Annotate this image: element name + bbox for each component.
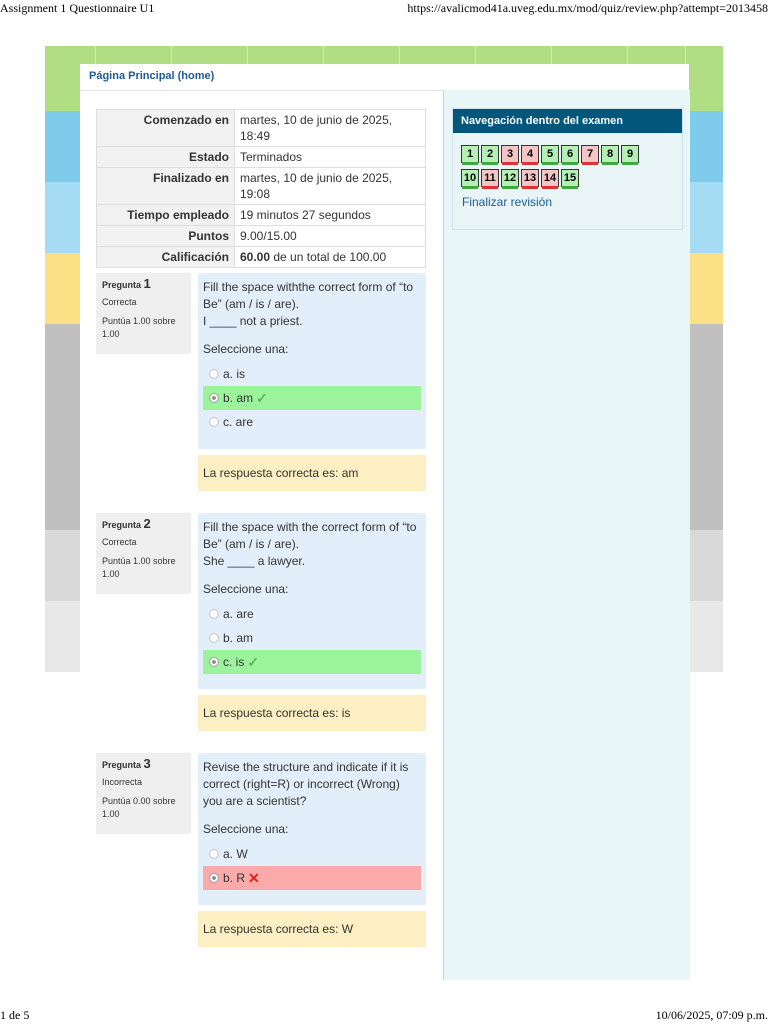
question-nav-button[interactable]: 3	[501, 145, 519, 163]
summary-value: martes, 10 de junio de 2025, 19:08	[235, 168, 426, 205]
summary-label: Comenzado en	[97, 110, 235, 147]
quiz-review-page	[80, 64, 689, 980]
answer-option-selected[interactable]: c. is ✓	[203, 650, 421, 674]
question-nav-button[interactable]: 12	[501, 169, 519, 187]
question-nav-button[interactable]: 11	[481, 169, 499, 187]
summary-value	[235, 247, 426, 268]
question-nav-button[interactable]: 2	[481, 145, 499, 163]
answer-option[interactable]: a. W	[203, 842, 421, 866]
summary-label: Calificación	[97, 247, 235, 268]
summary-row	[97, 247, 426, 268]
question-score: Puntúa 0.00 sobre 1.00	[102, 796, 176, 819]
answer-option[interactable]: a. are	[203, 602, 421, 626]
question-number: 2	[143, 516, 151, 531]
summary-value: 9.00/15.00	[235, 226, 426, 247]
question-nav-button[interactable]: 7	[581, 145, 599, 163]
grade-total: de un total de 100.00	[270, 250, 387, 264]
summary-row	[97, 226, 426, 247]
question-nav-button[interactable]: 9	[621, 145, 639, 163]
breadcrumb	[80, 64, 689, 91]
answer-option[interactable]: c. are	[203, 410, 421, 434]
question-nav-button[interactable]: 14	[541, 169, 559, 187]
print-header	[0, 0, 768, 16]
print-title: Assignment 1 Questionnaire U1	[0, 1, 155, 15]
question-nav-button[interactable]: 4	[521, 145, 539, 163]
radio-button[interactable]	[209, 609, 219, 619]
question-text: Fill the space withthe correct form of “to Be” (am / is / are). I ____ not a priest.	[203, 280, 414, 328]
summary-label: Puntos	[97, 226, 235, 247]
question-nav-button[interactable]: 8	[601, 145, 619, 163]
question-number: 3	[143, 756, 151, 771]
check-icon: ✓	[256, 390, 268, 406]
question-status: Correcta	[102, 537, 137, 547]
question-nav-buttons	[461, 145, 681, 193]
select-prompt: Seleccione una:	[203, 582, 289, 596]
finish-review-link[interactable]: Finalizar revisión	[462, 195, 553, 209]
radio-button[interactable]	[209, 369, 219, 379]
answer-option[interactable]: b. am	[203, 626, 421, 650]
question-status: Correcta	[102, 297, 137, 307]
summary-label: Finalizado en	[97, 168, 235, 205]
question-text: Fill the space with the correct form of “to Be” (am / is / are). She ____ a lawyer.	[203, 520, 417, 568]
quiz-navigation-box	[452, 108, 683, 230]
question-nav-button[interactable]: 6	[561, 145, 579, 163]
question-label: Pregunta	[102, 520, 142, 530]
question-label: Pregunta	[102, 760, 142, 770]
select-prompt: Seleccione una:	[203, 822, 289, 836]
radio-button[interactable]	[209, 873, 219, 883]
question-score: Puntúa 1.00 sobre 1.00	[102, 316, 176, 339]
print-page-number: 1 de 5	[0, 1008, 30, 1022]
question-info	[96, 753, 191, 834]
summary-row	[97, 147, 426, 168]
question-text: Revise the structure and indicate if it is correct (right=R) or incorrect (Wrong) you are a scientist?	[203, 760, 409, 808]
radio-button[interactable]	[209, 849, 219, 859]
print-datetime: 10/06/2025, 07:09 p.m.	[655, 1008, 768, 1022]
question-info	[96, 273, 191, 354]
correct-answer-feedback: La respuesta correcta es: is	[198, 695, 426, 731]
quiz-navigation-title: Navegación dentro del examen	[453, 109, 682, 133]
question-nav-button[interactable]: 10	[461, 169, 479, 187]
summary-value: Terminados	[235, 147, 426, 168]
answer-option[interactable]: a. is	[203, 362, 421, 386]
quiz-navigation-panel	[443, 90, 690, 980]
radio-button[interactable]	[209, 633, 219, 643]
question-nav-button[interactable]: 1	[461, 145, 479, 163]
question-score: Puntúa 1.00 sobre 1.00	[102, 556, 176, 579]
question-nav-button[interactable]: 13	[521, 169, 539, 187]
summary-row	[97, 110, 426, 147]
summary-label: Estado	[97, 147, 235, 168]
question-label: Pregunta	[102, 280, 142, 290]
print-footer	[0, 1008, 768, 1024]
select-prompt: Seleccione una:	[203, 342, 289, 356]
radio-button[interactable]	[209, 393, 219, 403]
correct-answer-feedback: La respuesta correcta es: W	[198, 911, 426, 947]
breadcrumb-home-link[interactable]: Página Principal (home)	[89, 70, 215, 82]
summary-value: martes, 10 de junio de 2025, 18:49	[235, 110, 426, 147]
question-box	[198, 753, 426, 905]
summary-label: Tiempo empleado	[97, 205, 235, 226]
summary-value: 19 minutos 27 segundos	[235, 205, 426, 226]
answer-option-selected[interactable]: b. R ✕	[203, 866, 421, 890]
check-icon: ✓	[247, 654, 260, 670]
question-nav-button[interactable]: 15	[561, 169, 579, 187]
radio-button[interactable]	[209, 417, 219, 427]
question-info	[96, 513, 191, 594]
summary-row	[97, 205, 426, 226]
question-number: 1	[143, 276, 151, 291]
question-nav-button[interactable]: 5	[541, 145, 559, 163]
question-box	[198, 513, 426, 689]
grade-value: 60.00	[240, 250, 271, 264]
question-box	[198, 273, 426, 449]
question-status: Incorrecta	[102, 777, 143, 787]
radio-button[interactable]	[209, 657, 219, 667]
cross-icon: ✕	[248, 870, 260, 886]
print-url: https://avalicmod41a.uveg.edu.mx/mod/quiz/review.php?attempt=2013458	[407, 1, 768, 15]
summary-row	[97, 168, 426, 205]
correct-answer-feedback: La respuesta correcta es: am	[198, 455, 426, 491]
answer-option-selected[interactable]: b. am ✓	[203, 386, 421, 410]
attempt-summary-table	[96, 109, 426, 268]
